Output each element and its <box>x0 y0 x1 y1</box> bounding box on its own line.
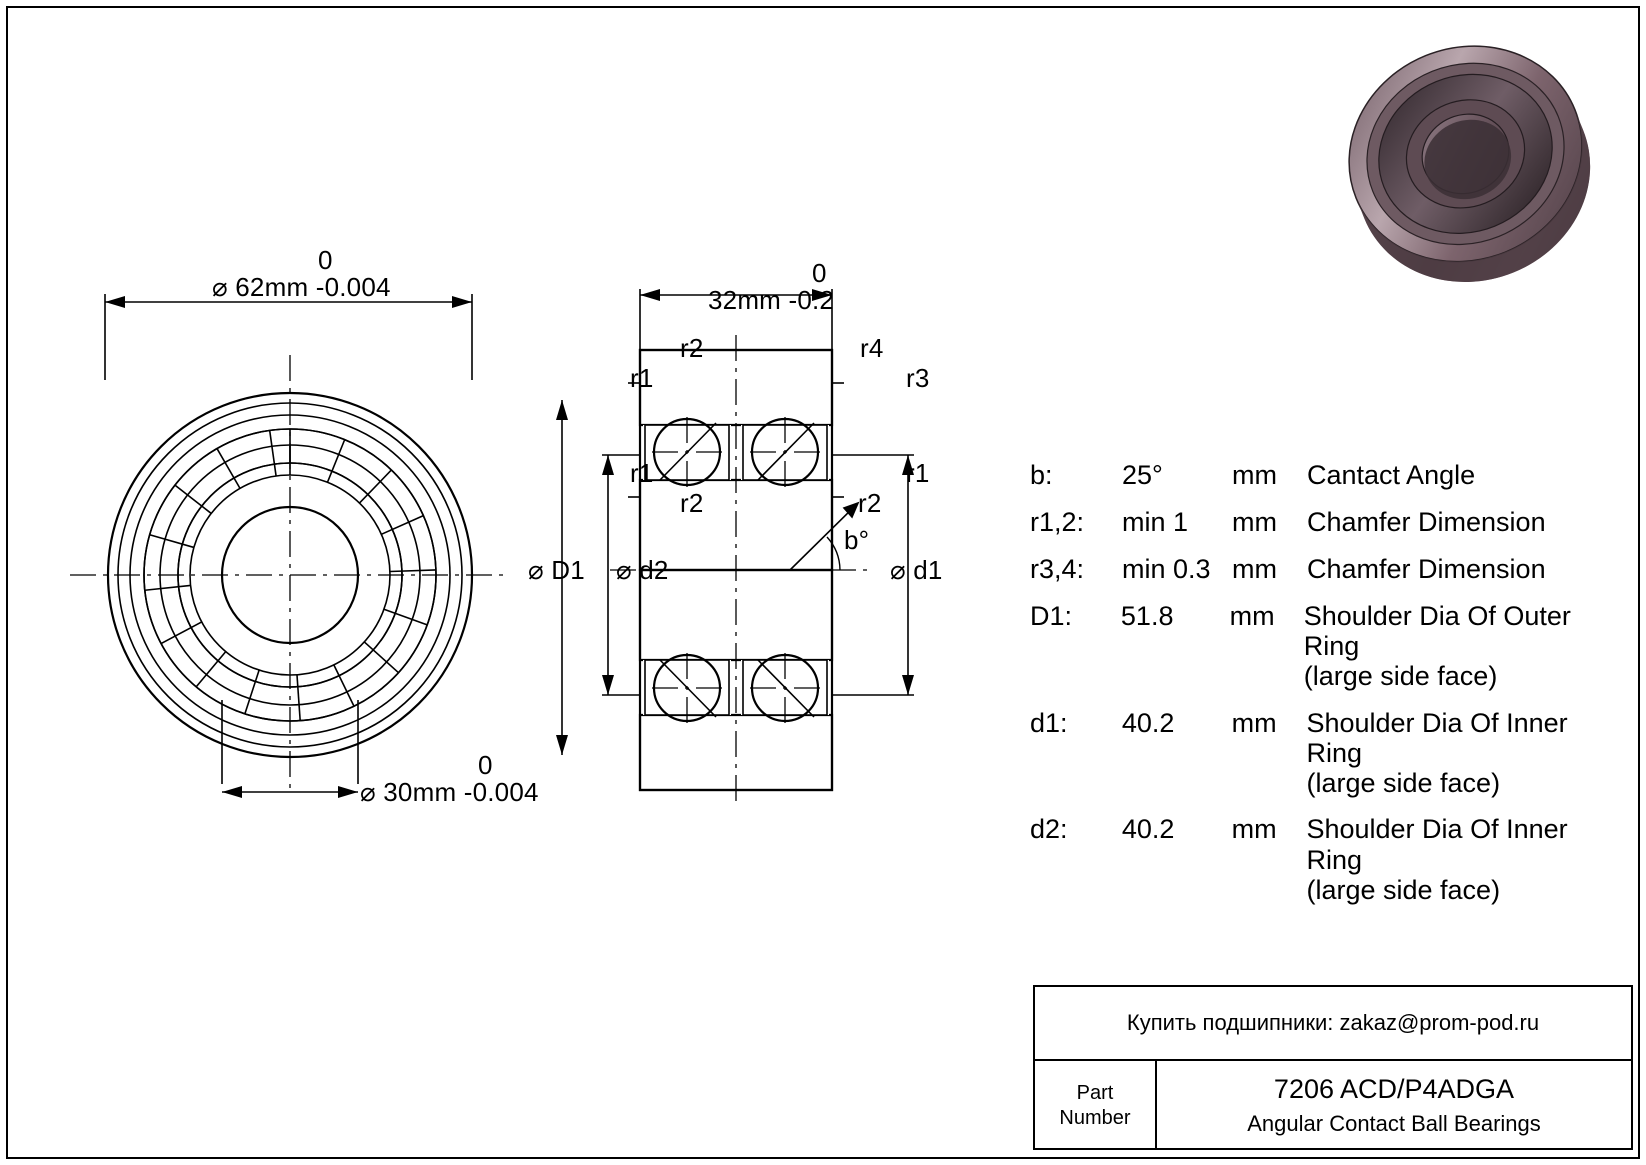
diameter-label-d2: ⌀ d2 <box>616 555 669 585</box>
spec-description: Shoulder Dia Of Outer Ring <box>1303 601 1571 662</box>
part-number: 7206 ACD/P4ADGA <box>1273 1074 1515 1104</box>
spec-symbol: d1: <box>1030 707 1068 738</box>
section-view <box>540 265 960 825</box>
spec-value: min 0.3 <box>1122 554 1211 584</box>
spec-row <box>1030 460 1630 491</box>
part-type: Angular Contact Ball Bearings <box>1247 1111 1541 1136</box>
chamfer-label-r2-br: r2 <box>858 488 882 518</box>
spec-value: 40.2 <box>1121 707 1175 738</box>
diameter-label-d1: ⌀ d1 <box>890 555 943 585</box>
spec-unit: mm <box>1229 601 1275 631</box>
spec-description: Chamfer Dimension <box>1307 507 1546 537</box>
part-info <box>1157 1061 1631 1150</box>
spec-description: Shoulder Dia Of Inner Ring <box>1306 707 1568 768</box>
diameter-label-D1: ⌀ D1 <box>528 555 585 585</box>
front-inner-dimension-label: ⌀ 30mm -0.004 <box>360 777 539 807</box>
part-label-line2: Number <box>1059 1106 1131 1129</box>
contact-angle-label: b° <box>844 525 870 555</box>
spec-symbol: d2: <box>1030 814 1068 845</box>
part-number-label <box>1035 1061 1157 1150</box>
spec-symbol: r1,2: <box>1030 507 1085 537</box>
spec-description-second-line: (large side face) <box>1306 768 1501 799</box>
front-view <box>60 250 620 840</box>
chamfer-label-r2-tl: r2 <box>680 333 704 363</box>
spec-value: 51.8 <box>1120 601 1174 631</box>
spec-symbol: r3,4: <box>1030 554 1085 584</box>
spec-row <box>1030 601 1630 692</box>
spec-row <box>1030 814 1630 905</box>
spec-unit: mm <box>1232 507 1277 537</box>
front-outer-dimension-line <box>105 294 472 380</box>
section-width-label: 32mm -0.2 <box>708 285 835 315</box>
spec-description-second-line: (large side face) <box>1306 874 1501 905</box>
spec-unit: mm <box>1232 554 1277 584</box>
spec-description-second-line: (large side face) <box>1303 661 1498 692</box>
chamfer-label-r1-r2: r1 <box>906 458 930 488</box>
front-inner-tolerance: 0 <box>478 750 493 780</box>
spec-symbol: D1: <box>1030 601 1073 631</box>
chamfer-label-r1-l2: r1 <box>630 458 654 488</box>
contact-line: Купить подшипники: zakaz@prom-pod.ru <box>1035 987 1631 1061</box>
front-outer-dimension-label: ⌀ 62mm -0.004 <box>212 272 391 302</box>
bearing-3d-render <box>1320 25 1620 305</box>
spec-description: Shoulder Dia Of Inner Ring <box>1306 814 1568 875</box>
spec-row <box>1030 507 1630 538</box>
spec-row <box>1030 708 1630 799</box>
spec-unit: mm <box>1232 460 1277 490</box>
spec-value: min 1 <box>1122 507 1189 537</box>
spec-unit: mm <box>1231 814 1277 845</box>
chamfer-label-r2-bl: r2 <box>680 488 704 518</box>
chamfer-label-r4-tr: r4 <box>860 333 884 363</box>
spec-description: Chamfer Dimension <box>1307 554 1546 584</box>
spec-description: Cantact Angle <box>1307 460 1476 490</box>
chamfer-label-r1-l: r1 <box>630 363 654 393</box>
specification-table <box>1030 460 1630 921</box>
chamfer-label-r3-r: r3 <box>906 363 930 393</box>
title-block <box>1033 985 1633 1150</box>
part-label-line1: Part <box>1076 1081 1114 1104</box>
spec-value: 40.2 <box>1121 814 1175 845</box>
front-outer-tolerance: 0 <box>318 245 333 275</box>
section-width-tolerance: 0 <box>812 258 827 288</box>
spec-value: 25° <box>1122 460 1163 490</box>
spec-row <box>1030 554 1630 585</box>
spec-symbol: b: <box>1030 460 1053 490</box>
spec-unit: mm <box>1231 707 1277 738</box>
